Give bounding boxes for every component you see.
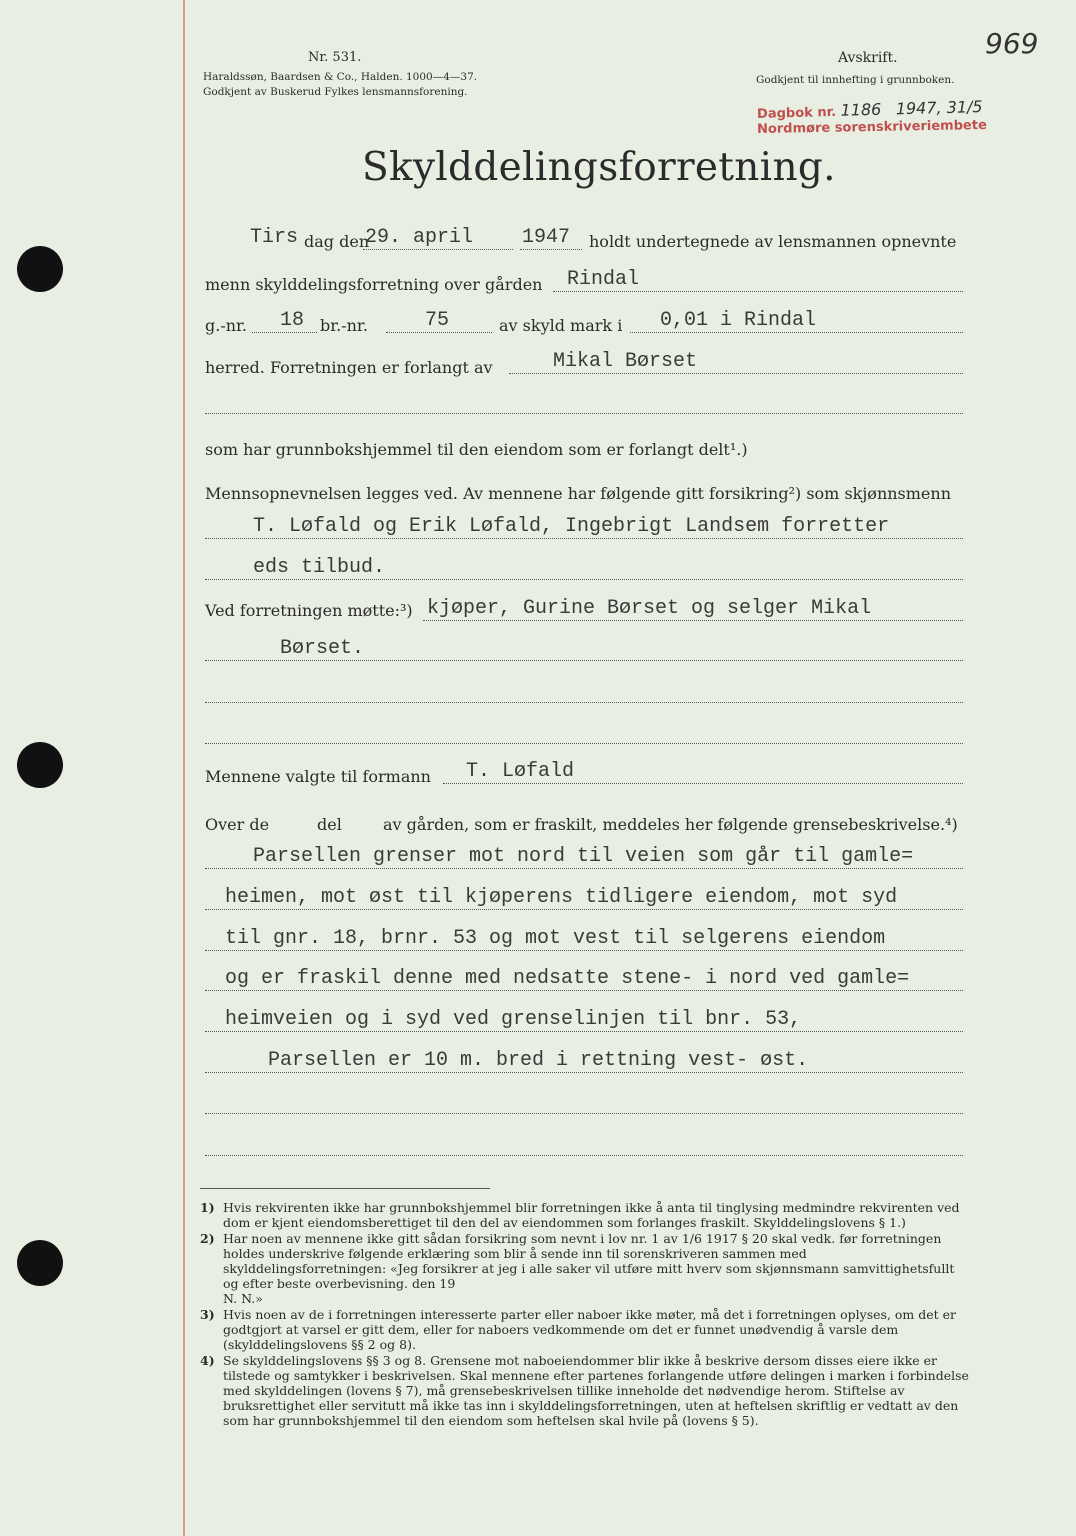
requested-by-value: Mikal Børset	[553, 350, 698, 373]
footnote-4	[200, 1353, 970, 1428]
footnote-3-text: Hvis noen av de i forretningen interesserte parter eller naboer ikke møter, må det i forretningen oplyses, om det er godtgjort at varsel er gitt dem, eller for naboers vedkommende om det er funnet unødvendig å varsle dem (skylddelingslovens §§ 2 og 8).	[223, 1307, 957, 1352]
description-line-1: Parsellen grenser mot nord til veien som går til gamle=	[253, 845, 914, 868]
farm-rule	[553, 291, 963, 292]
farm-value: Rindal	[567, 268, 640, 291]
description-rule-2	[205, 909, 963, 910]
gnr-value: 18	[280, 309, 305, 332]
red-margin-line	[183, 0, 185, 1536]
blank-rule-5	[205, 1155, 963, 1156]
menn-label: menn skylddelingsforretning over gården	[205, 275, 543, 294]
skjonnsmenn-rule-1	[205, 538, 963, 539]
brnr-label: br.-nr.	[320, 316, 368, 335]
formann-rule	[443, 783, 963, 784]
menns-text: Mennsopnevnelsen legges ved. Av mennene har følgende gitt forsikring²) som skjønnsmenn	[205, 484, 952, 503]
page-number: 969	[985, 27, 1039, 60]
copy-note: Godkjent til innhefting i grunnboken.	[756, 74, 955, 86]
dagbok-number: 1186	[840, 99, 882, 120]
dagbok-label: Dagbok nr.	[756, 104, 837, 122]
mote-label: Ved forretningen møtte:³)	[205, 601, 413, 620]
skyld-label: av skyld mark i	[499, 316, 623, 335]
year-value: 1947	[522, 226, 571, 249]
blank-rule-3	[205, 743, 963, 744]
punch-hole-middle	[17, 742, 63, 788]
over-de-label: Over de	[205, 815, 270, 834]
description-rule-4	[205, 990, 963, 991]
date-rule	[363, 249, 513, 250]
footnote-3-number: 3)	[200, 1307, 215, 1322]
gnr-rule	[252, 332, 317, 333]
mote-line-2: Børset.	[280, 637, 365, 660]
footnote-4-number: 4)	[200, 1353, 215, 1368]
del-label: del	[317, 815, 342, 834]
footnotes	[200, 1200, 970, 1429]
mote-line-1: kjøper, Gurine Børset og selger Mikal	[427, 597, 872, 620]
formann-value: T. Løfald	[466, 760, 575, 783]
day-prefix: Tirs	[250, 226, 299, 249]
description-rule-1	[205, 868, 963, 869]
description-line-3: til gnr. 18, brnr. 53 og mot vest til selgerens eiendom	[225, 927, 886, 950]
document-title: Skylddelingsforretning.	[362, 145, 836, 190]
description-rule-6	[205, 1072, 963, 1073]
year-rule	[520, 249, 582, 250]
form-number: Nr. 531.	[308, 50, 362, 65]
skjonnsmenn-line-2: eds tilbud.	[253, 556, 386, 579]
brnr-rule	[386, 332, 492, 333]
footnote-1-number: 1)	[200, 1200, 215, 1215]
footnote-3	[200, 1307, 970, 1352]
herred-label: herred. Forretningen er forlangt av	[205, 358, 493, 377]
mote-rule-2	[205, 660, 963, 661]
footnote-1	[200, 1200, 970, 1230]
blank-rule-2	[205, 702, 963, 703]
formann-label: Mennene valgte til formann	[205, 767, 431, 786]
footnote-2-number: 2)	[200, 1231, 215, 1246]
approval-line: Godkjent av Buskerud Fylkes lensmannsforening.	[203, 86, 468, 98]
blank-rule-4	[205, 1113, 963, 1114]
blank-rule-1	[205, 413, 963, 414]
footnote-4-text: Se skylddelingslovens §§ 3 og 8. Grensene mot naboeiendommer blir ikke å beskrive dersom disses eiere ikke er tilstede og samtykker i beskrivelsen. Skal mennene efter partenes forlangende utføre delingen i marken i forbindelse med skylddelingen (lovens § 7), må grensebeskrivelsen tillike inneholde det nødvendige herom. Stiftelse av bruksrettighet eller servitutt må ikke tas inn i skylddelingsforretningen, uten at heftelsen skriftlig er vedtatt av den som har grunnbokshjemmel til den eiendom som heftelsen skal hvile på (lovens § 5).	[223, 1353, 969, 1428]
skyld-rule	[630, 332, 963, 333]
grense-label: av gården, som er fraskilt, meddeles her følgende grensebeskrivelse.⁴)	[383, 815, 958, 834]
punch-hole-top	[17, 246, 63, 292]
description-rule-5	[205, 1031, 963, 1032]
day-suffix-label: dag den	[304, 232, 370, 251]
description-line-5: heimveien og i syd ved grenselinjen til bnr. 53,	[225, 1008, 802, 1031]
intro-tail: holdt undertegnede av lensmannen opnevnte	[589, 232, 957, 251]
printer-line: Haraldssøn, Baardsen & Co., Halden. 1000—4—37.	[203, 71, 478, 83]
footnote-2	[200, 1231, 970, 1306]
description-line-6: Parsellen er 10 m. bred i rettning vest- øst.	[268, 1049, 809, 1072]
description-line-4: og er fraskil denne med nedsatte stene- i nord ved gamle=	[225, 967, 910, 990]
footnote-separator	[200, 1188, 490, 1189]
requested-by-rule	[509, 373, 963, 374]
mote-rule-1	[423, 620, 963, 621]
description-line-2: heimen, mot øst til kjøperens tidligere eiendom, mot syd	[225, 886, 898, 909]
description-rule-3	[205, 950, 963, 951]
skyld-value: 0,01 i Rindal	[660, 309, 817, 332]
footnote-1-text: Hvis rekvirenten ikke har grunnbokshjemmel blir forretningen ikke å anta til tinglysing medmindre rekvirenten ved dom er kjent eiendomsberettiget til den del av eiendommen som forlanges fraskilt. Skylddelingslovens § 1.)	[223, 1200, 960, 1230]
gnr-label: g.-nr.	[205, 316, 248, 335]
brnr-value: 75	[425, 309, 450, 332]
grunnbok-text: som har grunnbokshjemmel til den eiendom som er forlangt delt¹.)	[205, 440, 748, 459]
dagbok-date: 1947, 31/5	[895, 97, 983, 119]
footnote-2-text: Har noen av mennene ikke gitt sådan forsikring som nevnt i lov nr. 1 av 1/6 1917 § 20 skal vedk. før forretningen holdes underskrive følgende erklæring som blir å sende inn til sorenskriveren sammen med skylddelingsforretningen: «Jeg forsikrer at jeg i alle saker vil utføre mitt hverv som skjønnsmann samvittighetsfullt og efter beste overbevisning. den 19 N. N.»	[223, 1231, 955, 1306]
punch-hole-bottom	[17, 1240, 63, 1286]
skjonnsmenn-rule-2	[205, 579, 963, 580]
office-stamp: Nordmøre sorenskriveriembete	[756, 117, 987, 138]
copy-label: Avskrift.	[838, 50, 898, 66]
date-value: 29. april	[365, 226, 474, 249]
skjonnsmenn-line-1: T. Løfald og Erik Løfald, Ingebrigt Landsem forretter	[253, 515, 890, 538]
